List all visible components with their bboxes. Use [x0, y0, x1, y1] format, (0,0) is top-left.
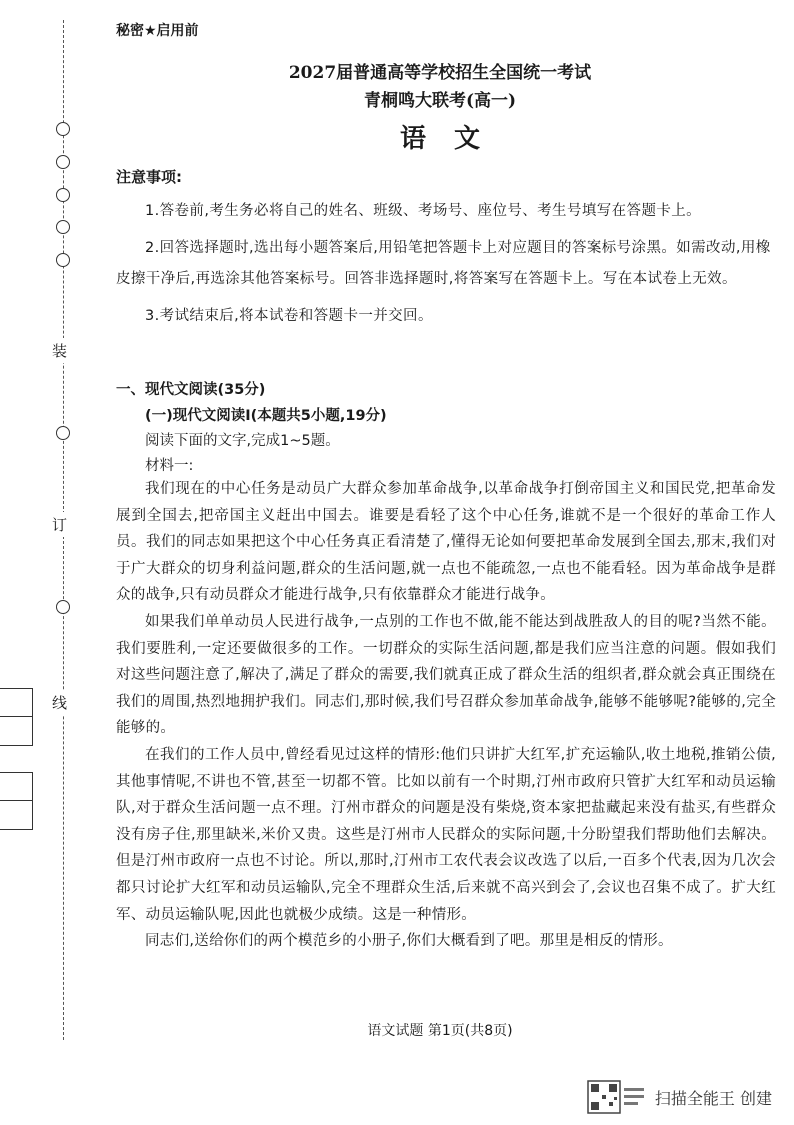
binding-hole-icon: [56, 220, 70, 234]
binding-margin: [0, 0, 100, 1050]
notice-item: 1.答卷前,考生务必将自己的姓名、班级、考场号、座位号、考生号填写在答题卡上。: [145, 203, 702, 219]
paragraph: 在我们的工作人员中,曾经看见过这样的情形:他们只讲扩大红军,扩充运输队,收土地税,推销公债,其他事情呢,不讲也不管,甚至一切都不管。比如以前有一个时期,汀州市政府只管扩大红军和动员运输队,对于群众生活问题一点不理。汀州市群众的问题是没有柴烧,资本家把盐藏起来没有盐买,有些群众没有房子住,那里缺米,米价又贵。这些是汀州市人民群众的实际问题,十分盼望我们帮助他们去解决。但是汀州市政府一点也不讨论。所以,那时,汀州市工农代表会议改选了以后,一百多个代表,因为几次会都只讨论扩大红军和动员运输队,完全不理群众生活,后来就不高兴到会了,会议也召集不成了。扩大红军、动员运输队呢,因此也就极少成绩。这是一种情形。: [116, 746, 776, 923]
notice-item: 3.考试结束后,将本试卷和答题卡一并交回。: [145, 308, 433, 324]
binding-hole-icon: [56, 122, 70, 136]
candidate-info-box: [0, 772, 33, 830]
notice-title: 注意事项:: [116, 168, 182, 186]
watermark-text: 扫描全能王 创建: [654, 1088, 772, 1108]
paragraph: 我们现在的中心任务是动员广大群众参加革命战争,以革命战争打倒帝国主义和国民党,把革命发展到全国去,把帝国主义赶出中国去。谁要是看轻了这个中心任务,谁就不是一个很好的革命工作人员。我们的同志如果把这个中心任务真正看清楚了,懂得无论如何要把革命发展到全国去,那末,我们对于广大群众的切身利益问题,群众的生活问题,就一点也不能疏忽,一点也不能看轻。因为革命战争是群众的战争,只有动员群众才能进行战争,只有依靠群众才能进行战争。: [116, 481, 776, 604]
paragraph: 如果我们单单动员人民进行战争,一点别的工作也不做,能不能达到战胜敌人的目的呢?当然不能。我们要胜利,一定还要做很多的工作。一切群众的实际生活问题,都是我们应当注意的问题。假如我们对这些问题注意了,解决了,满足了群众的需要,我们就真正成了群众生活的组织者,群众就会真正围绕在我们的周围,热烈地拥护我们。同志们,那时候,我们号召群众参加革命战争,能够不能够呢?能够的,完全能够的。: [116, 613, 776, 737]
exam-subtitle: 青桐鸣大联考(高一): [363, 91, 517, 111]
secret-label: 秘密★启用前: [116, 23, 199, 39]
material-body: [116, 476, 776, 955]
paragraph: 同志们,送给你们的两个模范乡的小册子,你们大概看到了吧。那里是相反的情形。: [145, 933, 673, 950]
binding-hole-icon: [56, 188, 70, 202]
scanner-watermark: [587, 1080, 772, 1114]
binding-hole-icon: [56, 426, 70, 440]
page-footer: 语文试题 第1页(共8页): [367, 1023, 513, 1039]
binding-hole-icon: [56, 155, 70, 169]
binding-char-xian: 线: [52, 690, 67, 715]
notice-item: 2.回答选择题时,选出每小题答案后,用铅笔把答题卡上对应题目的答案标号涂黑。如需改动,用橡皮擦干净后,再选涂其他答案标号。回答非选择题时,将答案写在答题卡上。写在本试卷上无效。: [116, 240, 771, 287]
binding-char-ding: 订: [52, 512, 67, 537]
binding-hole-icon: [56, 253, 70, 267]
exam-title: 2027届普通高等学校招生全国统一考试: [288, 63, 592, 83]
candidate-info-box: [0, 688, 33, 746]
binding-char-zhuang: 装: [52, 338, 67, 363]
reading-instruction: 阅读下面的文字,完成1~5题。: [145, 433, 340, 449]
section-title: 一、现代文阅读(35分): [116, 382, 266, 398]
subject-title: 语文: [399, 124, 508, 154]
binding-hole-icon: [56, 600, 70, 614]
subsection-title: (一)现代文阅读Ⅰ(本题共5小题,19分): [145, 408, 387, 424]
material-label: 材料一:: [145, 458, 194, 474]
qr-logo-icon: [587, 1080, 647, 1114]
notice-list: [116, 196, 776, 332]
